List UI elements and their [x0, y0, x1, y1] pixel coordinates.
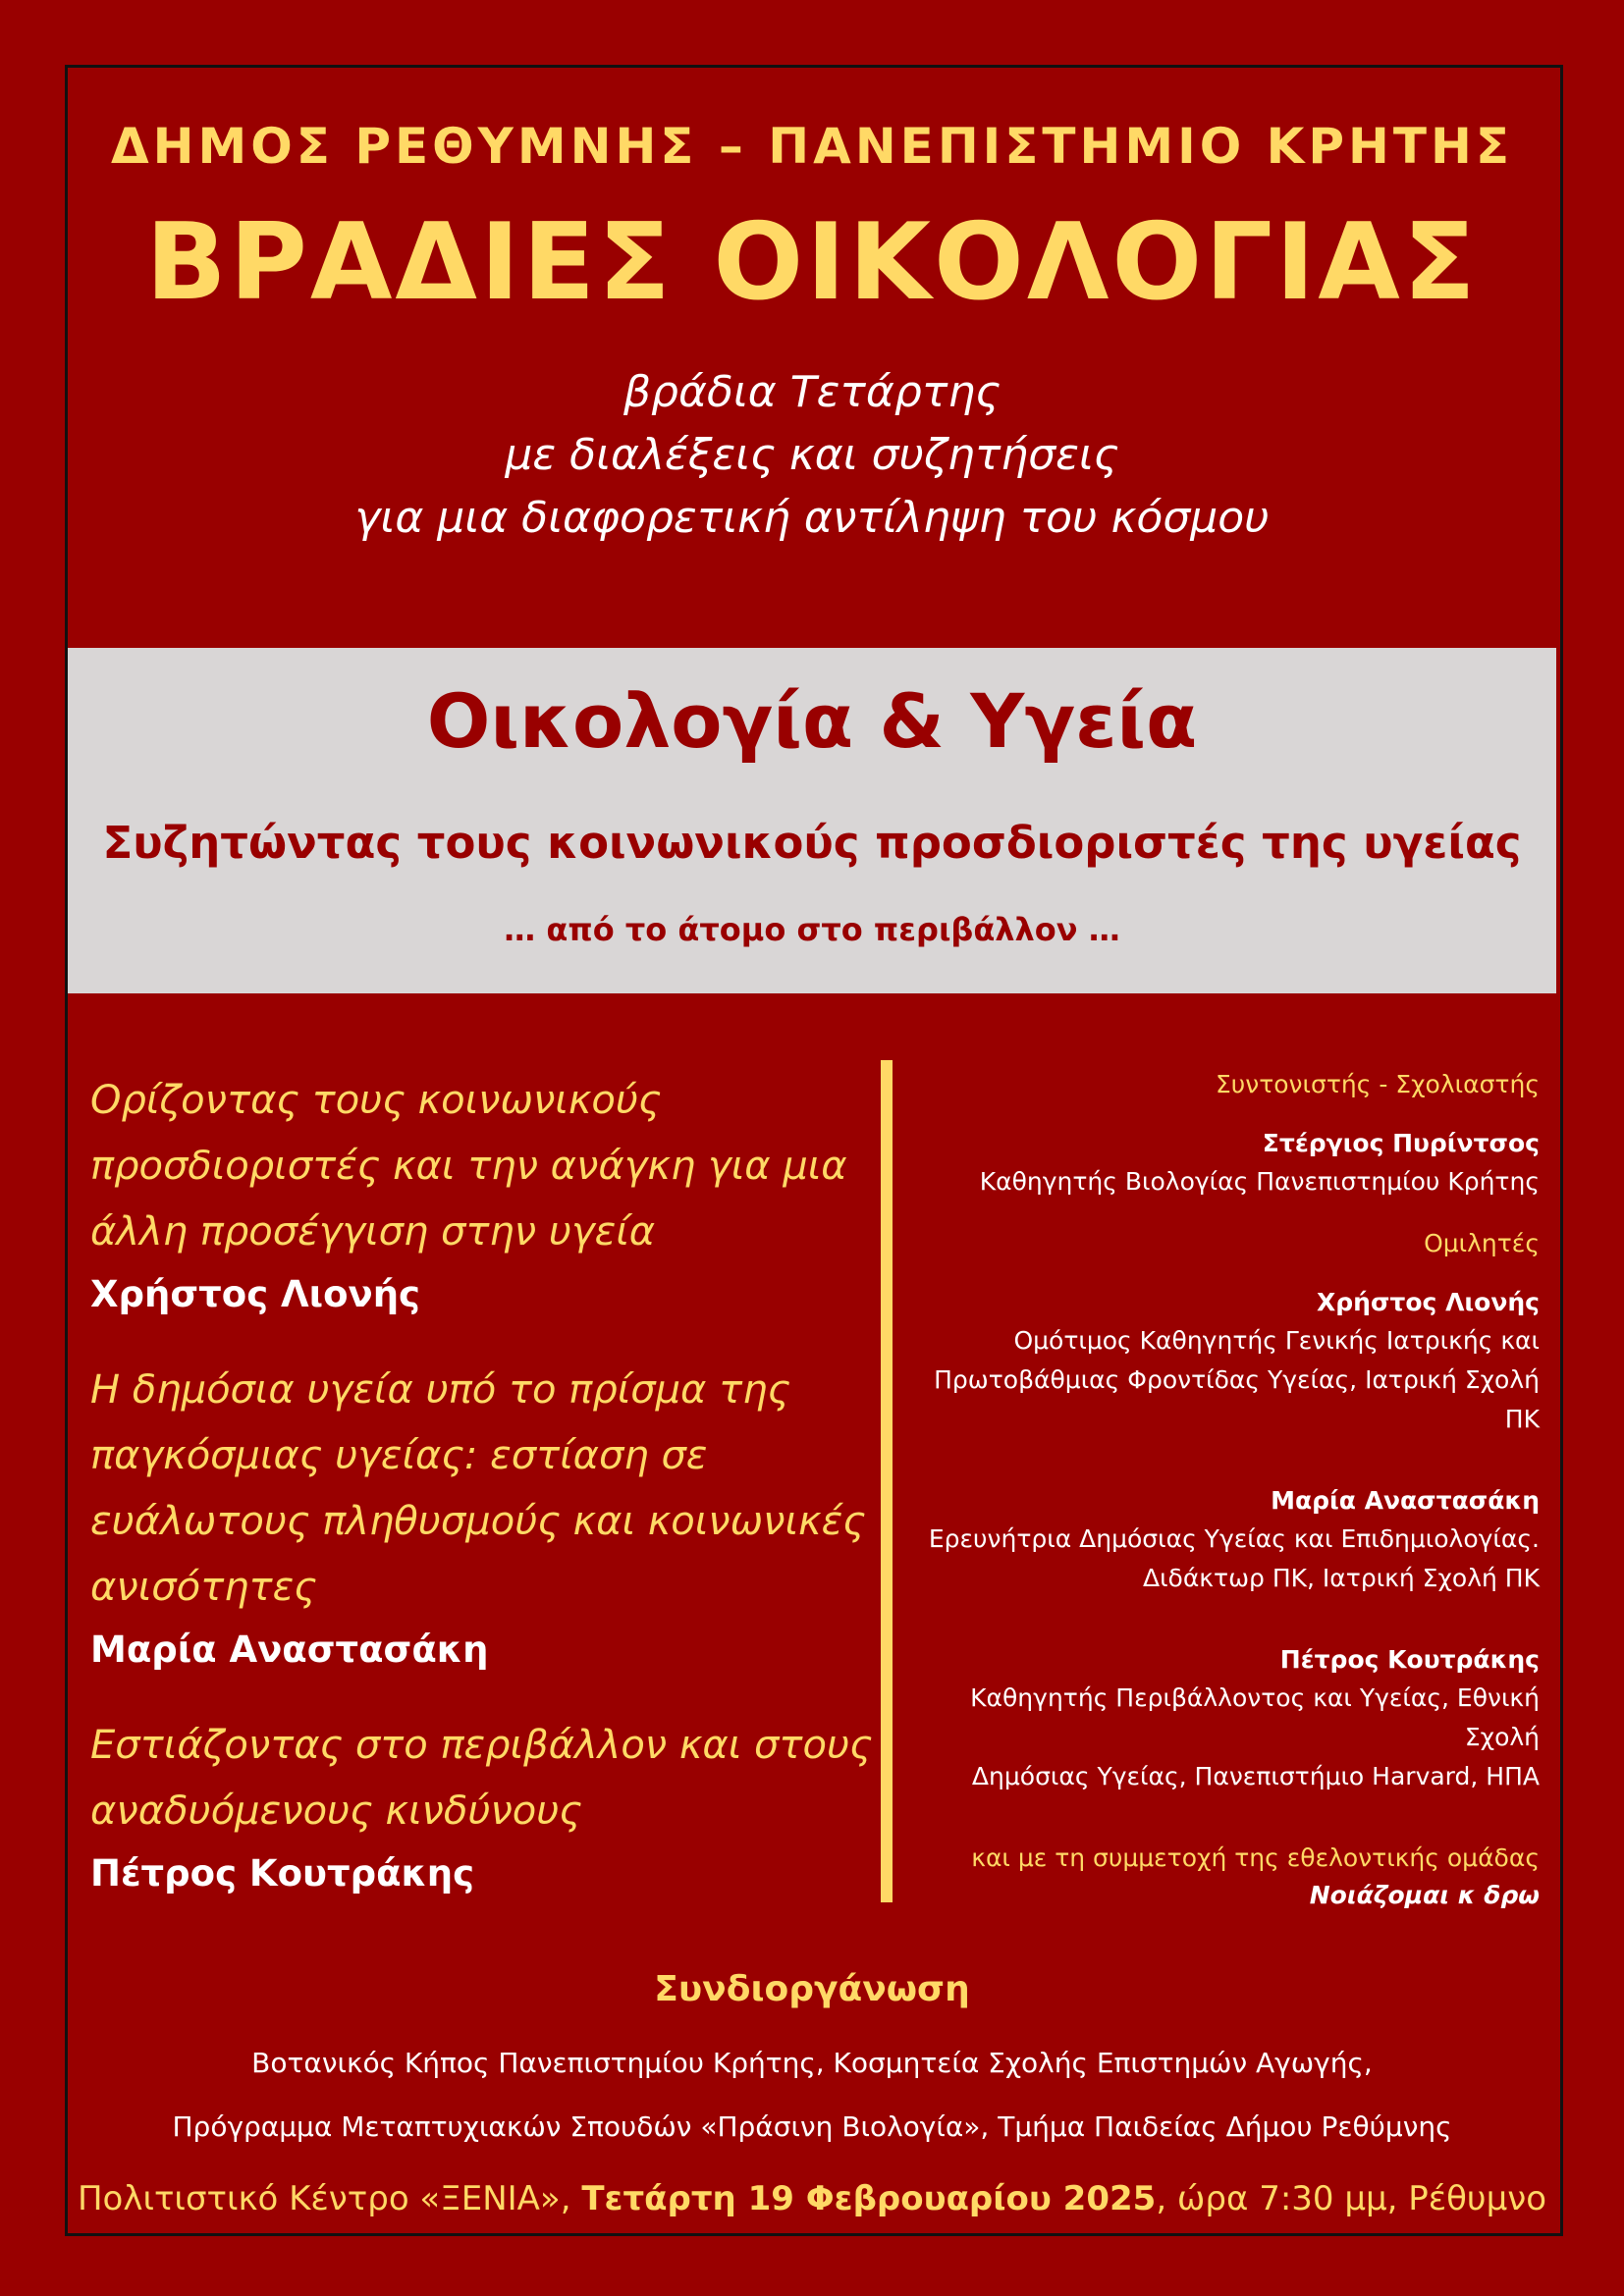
tagline-line: με διαλέξεις και συζητήσεις [505, 430, 1119, 480]
speaker-block [903, 1641, 1540, 1796]
talk-item [90, 1068, 905, 1324]
talk-speaker: Μαρία Αναστασάκη [90, 1629, 489, 1671]
volunteers-name: Νοιάζομαι κ δρω [1309, 1881, 1540, 1909]
speaker-affiliation: Δημόσιας Υγείας, Πανεπιστήμιο Harvard, ΗΠΑ [971, 1762, 1540, 1790]
speaker-affiliation: Διδάκτωρ ΠΚ, Ιατρική Σχολή ΠΚ [1142, 1564, 1540, 1592]
talk-title-line: προσδιοριστές και την ανάγκη για μια [90, 1144, 847, 1189]
speaker-name: Πέτρος Κουτράκης [1279, 1645, 1540, 1674]
moderator-affiliation: Καθηγητής Βιολογίας Πανεπιστημίου Κρήτης [979, 1167, 1540, 1196]
talk-title-line: παγκόσμιας υγείας: εστίαση σε [90, 1433, 708, 1478]
talk-title-line: αναδυόμενους κινδύνους [90, 1789, 582, 1834]
moderator-name: Στέργιος Πυρίντσος [1262, 1129, 1540, 1157]
event-date: Τετάρτη 19 Φεβρουαρίου 2025 [581, 2179, 1157, 2218]
speaker-block [903, 1482, 1540, 1598]
speakers-role: Ομιλητές [1424, 1229, 1540, 1257]
volunteers-block [903, 1840, 1540, 1914]
talk-speaker: Πέτρος Κουτράκης [90, 1852, 475, 1895]
speaker-name: Μαρία Αναστασάκη [1271, 1486, 1540, 1515]
venue-time-city: , ώρα 7:30 μμ, Ρέθυμνο [1156, 2179, 1547, 2218]
talk-title-line: Εστιάζοντας στο περιβάλλον και στους [90, 1723, 873, 1768]
talk-item [90, 1358, 905, 1680]
speaker-name: Χρήστος Λιονής [1316, 1288, 1540, 1316]
moderator-block [903, 1125, 1540, 1201]
theme-band [68, 648, 1556, 993]
talk-title-line: Η δημόσια υγεία υπό το πρίσμα της [90, 1367, 791, 1413]
venue-place: Πολιτιστικό Κέντρο «ΞΕΝΙΑ», [77, 2179, 582, 2218]
organizers-heading: ΔΗΜΟΣ ΡΕΘΥΜΝΗΣ – ΠΑΝΕΠΙΣΤΗΜΙΟ ΚΡΗΤΗΣ [110, 118, 1513, 175]
venue-line [0, 2179, 1624, 2218]
talks-list [90, 1068, 905, 1937]
talk-speaker: Χρήστος Λιονής [90, 1273, 420, 1315]
speaker-affiliation: Πρωτοβάθμιας Φροντίδας Υγείας, Ιατρική Σχολή ΠΚ [934, 1365, 1540, 1433]
series-title: ΒΡΑΔΙΕΣ ΟΙΚΟΛΟΓΙΑΣ [145, 201, 1479, 324]
tagline [0, 361, 1624, 550]
speaker-affiliation: Ερευνήτρια Δημόσιας Υγείας και Επιδημιολογίας. [928, 1524, 1540, 1553]
talk-title-line: ανισότητες [90, 1565, 317, 1610]
tagline-line: για μια διαφορετική αντίληψη του κόσμου [354, 493, 1270, 543]
column-divider [881, 1060, 893, 1902]
volunteers-text: και με τη συμμετοχή της εθελοντικής ομάδας [971, 1843, 1540, 1872]
panel-info [903, 1068, 1540, 1914]
moderator-role: Συντονιστής - Σχολιαστής [1215, 1070, 1540, 1098]
talk-title-line: ευάλωτους πληθυσμούς και κοινωνικές [90, 1499, 866, 1544]
speaker-affiliation: Καθηγητής Περιβάλλοντος και Υγείας, Εθνική Σχολή [970, 1683, 1540, 1751]
tagline-line: βράδια Τετάρτης [623, 367, 1001, 417]
theme-subtitle: Συζητώντας τους κοινωνικούς προσδιοριστές της υγείας [102, 817, 1522, 869]
coorganization-title: Συνδιοργάνωση [654, 1969, 970, 2009]
speaker-block [903, 1284, 1540, 1439]
speaker-affiliation: Ομότιμος Καθηγητής Γενικής Ιατρικής και [1013, 1326, 1540, 1355]
talk-item [90, 1713, 905, 1903]
theme-title: Οικολογία & Υγεία [426, 677, 1198, 765]
coorganization-line: Πρόγραμμα Μεταπτυχιακών Σπουδών «Πράσινη Βιολογία», Τμήμα Παιδείας Δήμου Ρεθύμνης [172, 2110, 1452, 2143]
talk-title-line: άλλη προσέγγιση στην υγεία [90, 1209, 656, 1255]
theme-note: … από το άτομο στο περιβάλλον … [504, 911, 1120, 948]
talk-title-line: Ορίζοντας τους κοινωνικούς [90, 1078, 662, 1123]
coorganization-line: Βοτανικός Κήπος Πανεπιστημίου Κρήτης, Κοσμητεία Σχολής Επιστημών Αγωγής, [251, 2047, 1373, 2079]
